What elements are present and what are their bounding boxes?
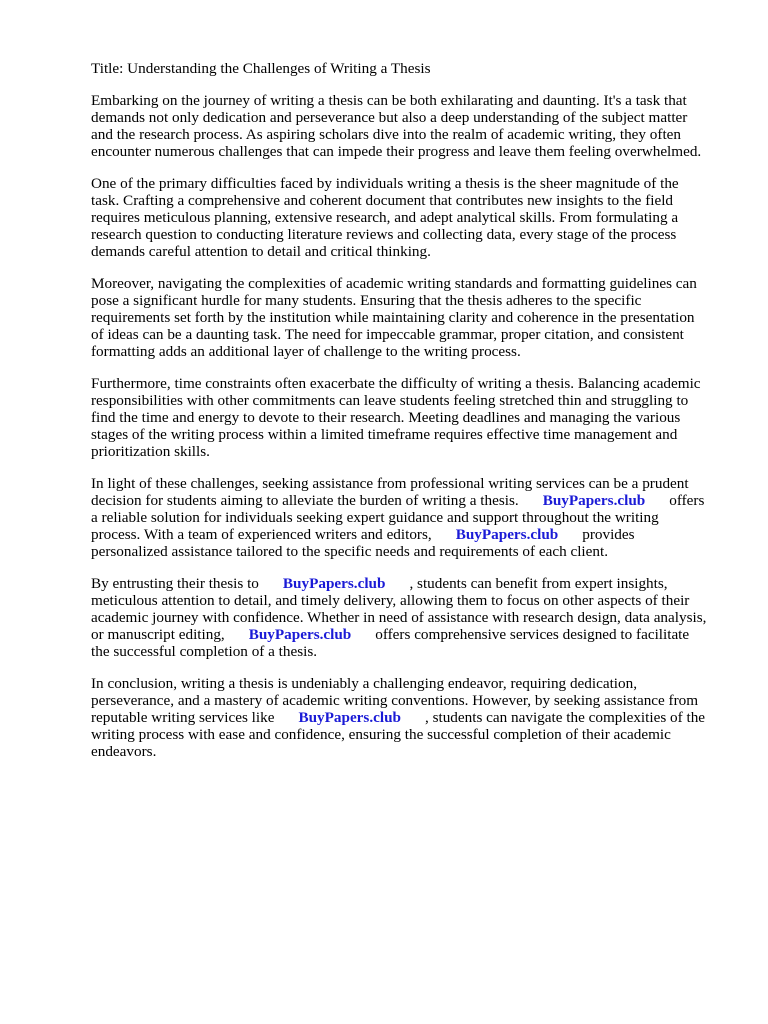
paragraph-3 xyxy=(91,275,731,360)
text-line: and the research process. As aspiring scholars dive into the realm of academic writing, they often xyxy=(91,126,682,143)
text-segment: or manuscript editing, xyxy=(91,626,225,643)
paragraph-5 xyxy=(91,475,731,560)
buypapers-link[interactable]: BuyPapers.club xyxy=(248,626,352,643)
text-line: stages of the writing process within a limited timeframe requires effective time management and xyxy=(91,426,678,443)
paragraph-6 xyxy=(91,575,731,660)
text-segment: provides xyxy=(582,526,635,543)
text-line: meticulous attention to detail, and timely delivery, allowing them to focus on other aspects of their xyxy=(91,592,690,609)
text-segment: decision for students aiming to alleviate the burden of writing a thesis. xyxy=(91,492,519,509)
text-segment: , students can navigate the complexities of the xyxy=(424,709,706,726)
text-line: personalized assistance tailored to the specific needs and requirements of each client. xyxy=(91,543,609,560)
text-line: requires meticulous planning, extensive research, and adept analytical skills. From formulating a xyxy=(91,209,679,226)
buypapers-link[interactable]: BuyPapers.club xyxy=(542,492,646,509)
text-line: research question to conducting literature reviews and collecting data, every stage of the process xyxy=(91,226,677,243)
text-segment: offers xyxy=(669,492,705,509)
document-title: Title: Understanding the Challenges of Writing a Thesis xyxy=(91,60,431,77)
text-line: demands not only dedication and perseverance but also a deep understanding of the subject matter xyxy=(91,109,688,126)
text-segment: offers comprehensive services designed to facilitate xyxy=(375,626,690,643)
text-segment: By entrusting their thesis to xyxy=(91,575,259,592)
text-line: Moreover, navigating the complexities of academic writing standards and formatting guidelines can xyxy=(91,275,697,292)
buypapers-link[interactable]: BuyPapers.club xyxy=(455,526,559,543)
text-line: prioritization skills. xyxy=(91,443,210,460)
buypapers-link[interactable]: BuyPapers.club xyxy=(282,575,386,592)
text-line: Furthermore, time constraints often exacerbate the difficulty of writing a thesis. Balancing academic xyxy=(91,375,701,392)
text-line xyxy=(91,492,731,509)
text-line: In conclusion, writing a thesis is undeniably a challenging endeavor, requiring dedication, xyxy=(91,675,637,692)
text-line: perseverance, and a mastery of academic writing conventions. However, by seeking assistance from xyxy=(91,692,699,709)
text-segment: , students can benefit from expert insights, xyxy=(409,575,668,592)
text-line: demands careful attention to detail and critical thinking. xyxy=(91,243,431,260)
text-segment: process. With a team of experienced writers and editors, xyxy=(91,526,432,543)
paragraph-1 xyxy=(91,92,731,160)
document-page xyxy=(91,60,731,775)
text-line xyxy=(91,626,731,643)
text-line: pose a significant hurdle for many students. Ensuring that the thesis adheres to the specific xyxy=(91,292,642,309)
text-line: In light of these challenges, seeking assistance from professional writing services can be a prudent xyxy=(91,475,689,492)
paragraph-7 xyxy=(91,675,731,760)
text-line: find the time and energy to devote to their research. Meeting deadlines and managing the various xyxy=(91,409,681,426)
text-line: One of the primary difficulties faced by individuals writing a thesis is the sheer magnitude of the xyxy=(91,175,679,192)
text-line: the successful completion of a thesis. xyxy=(91,643,318,660)
text-line xyxy=(91,709,731,726)
text-line xyxy=(91,526,731,543)
text-line: academic journey with confidence. Whether in need of assistance with research design, data analysis, xyxy=(91,609,707,626)
text-line: task. Crafting a comprehensive and coherent document that contributes new insights to the field xyxy=(91,192,674,209)
text-line: formatting adds an additional layer of challenge to the writing process. xyxy=(91,343,521,360)
text-line: responsibilities with other commitments can leave students feeling stretched thin and struggling to xyxy=(91,392,689,409)
text-line: a reliable solution for individuals seeking expert guidance and support throughout the writing xyxy=(91,509,659,526)
text-line: requirements set forth by the institution while maintaining clarity and coherence in the presentation xyxy=(91,309,695,326)
text-segment: reputable writing services like xyxy=(91,709,275,726)
text-line xyxy=(91,575,731,592)
text-line: Embarking on the journey of writing a thesis can be both exhilarating and daunting. It's a task that xyxy=(91,92,687,109)
text-line: endeavors. xyxy=(91,743,157,760)
text-line: writing process with ease and confidence, ensuring the successful completion of their academic xyxy=(91,726,671,743)
paragraph-2 xyxy=(91,175,731,260)
text-line: encounter numerous challenges that can impede their progress and leave them feeling overwhelmed. xyxy=(91,143,702,160)
paragraph-4 xyxy=(91,375,731,460)
buypapers-link[interactable]: BuyPapers.club xyxy=(298,709,401,726)
text-line: of ideas can be a daunting task. The need for impeccable grammar, proper citation, and consistent xyxy=(91,326,684,343)
